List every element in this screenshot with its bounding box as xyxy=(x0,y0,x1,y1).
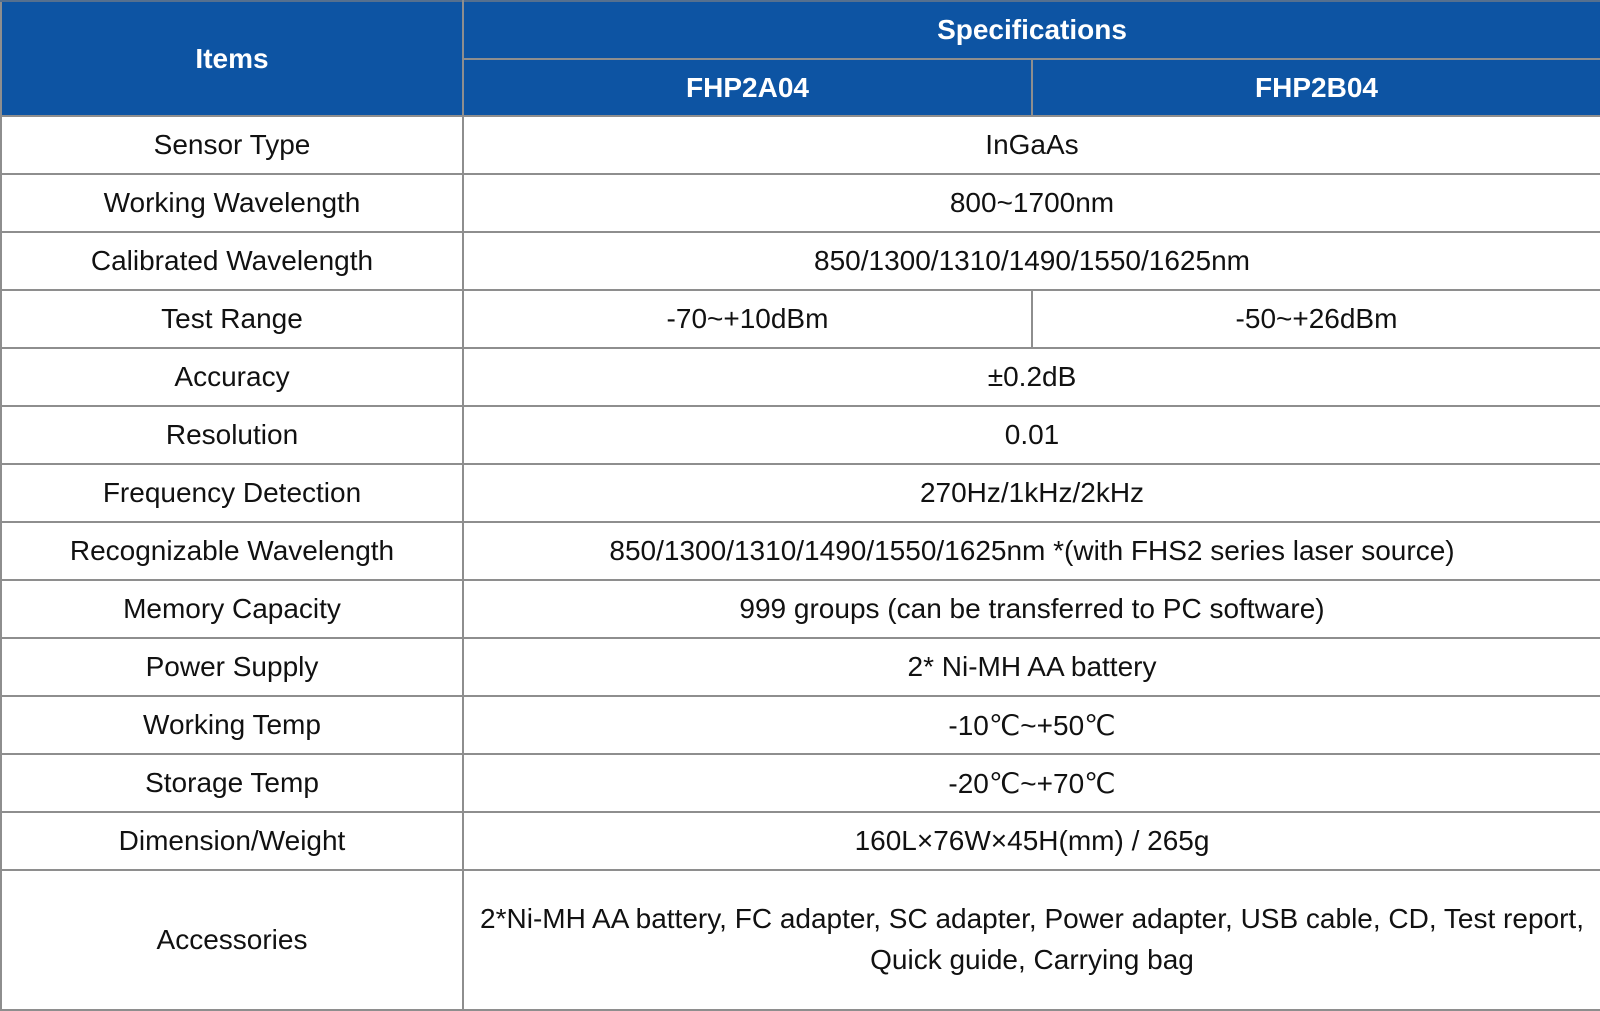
row-value-model-b: -50~+26dBm xyxy=(1032,290,1600,348)
table-row-power-supply xyxy=(1,638,1600,696)
table-row-dimension-weight xyxy=(1,812,1600,870)
row-value: -10℃~+50℃ xyxy=(463,696,1600,754)
table-row-working-wavelength xyxy=(1,174,1600,232)
specifications-column-header: Specifications xyxy=(463,1,1600,59)
row-label: Calibrated Wavelength xyxy=(1,232,463,290)
table-row-sensor-type xyxy=(1,116,1600,174)
table-row-resolution xyxy=(1,406,1600,464)
row-value: 160L×76W×45H(mm) / 265g xyxy=(463,812,1600,870)
row-value: 0.01 xyxy=(463,406,1600,464)
items-column-header: Items xyxy=(1,1,463,116)
table-row-accessories xyxy=(1,870,1600,1010)
model-b-header: FHP2B04 xyxy=(1032,59,1600,116)
row-value: 2*Ni-MH AA battery, FC adapter, SC adapter, Power adapter, USB cable, CD, Test report, Quick guide, Carrying bag xyxy=(463,870,1600,1010)
row-value: 2* Ni-MH AA battery xyxy=(463,638,1600,696)
table-header xyxy=(1,1,1600,116)
table-row-calibrated-wavelength xyxy=(1,232,1600,290)
table-row-test-range xyxy=(1,290,1600,348)
row-label: Storage Temp xyxy=(1,754,463,812)
model-a-header: FHP2A04 xyxy=(463,59,1032,116)
row-label: Power Supply xyxy=(1,638,463,696)
row-value-model-a: -70~+10dBm xyxy=(463,290,1032,348)
table-row-frequency-detection xyxy=(1,464,1600,522)
row-label: Resolution xyxy=(1,406,463,464)
row-value: 850/1300/1310/1490/1550/1625nm *(with FHS2 series laser source) xyxy=(463,522,1600,580)
table-row-recognizable-wavelength xyxy=(1,522,1600,580)
table-row-accuracy xyxy=(1,348,1600,406)
row-label: Dimension/Weight xyxy=(1,812,463,870)
table-body xyxy=(1,116,1600,1010)
table-row-storage-temp xyxy=(1,754,1600,812)
row-value: 999 groups (can be transferred to PC software) xyxy=(463,580,1600,638)
table-row-working-temp xyxy=(1,696,1600,754)
row-value: ±0.2dB xyxy=(463,348,1600,406)
row-value: 270Hz/1kHz/2kHz xyxy=(463,464,1600,522)
row-label: Memory Capacity xyxy=(1,580,463,638)
row-label: Frequency Detection xyxy=(1,464,463,522)
row-label: Accessories xyxy=(1,870,463,1010)
row-label: Working Wavelength xyxy=(1,174,463,232)
row-value: InGaAs xyxy=(463,116,1600,174)
header-row-top xyxy=(1,1,1600,59)
row-label: Sensor Type xyxy=(1,116,463,174)
row-label: Accuracy xyxy=(1,348,463,406)
row-value: 850/1300/1310/1490/1550/1625nm xyxy=(463,232,1600,290)
row-label: Working Temp xyxy=(1,696,463,754)
row-label: Test Range xyxy=(1,290,463,348)
table-row-memory-capacity xyxy=(1,580,1600,638)
row-value: -20℃~+70℃ xyxy=(463,754,1600,812)
row-label: Recognizable Wavelength xyxy=(1,522,463,580)
row-value: 800~1700nm xyxy=(463,174,1600,232)
